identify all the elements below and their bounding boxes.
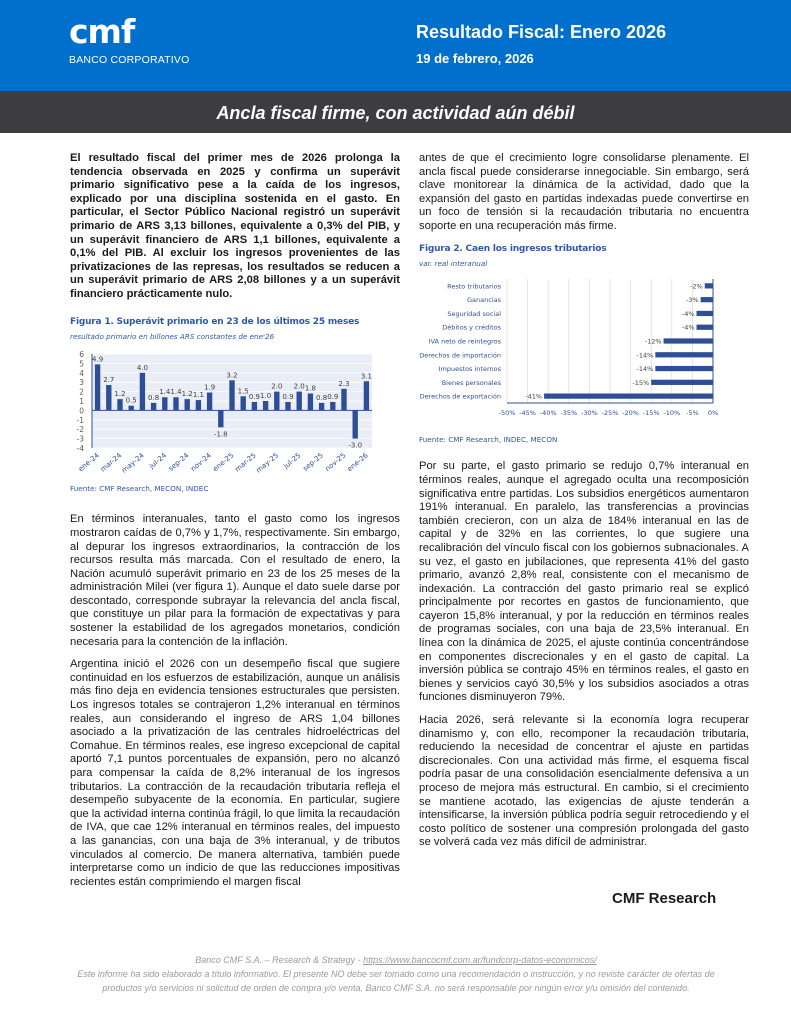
svg-text:1.2: 1.2 (181, 389, 193, 398)
svg-text:ene-26: ene-26 (345, 451, 370, 473)
bar (697, 324, 713, 329)
headline-banner: Ancla fiscal firme, con actividad aún débil (0, 91, 791, 133)
svg-text:Bienes personales: Bienes personales (441, 378, 501, 387)
intro-paragraph: El resultado fiscal del primer mes de 2026 prolonga la tendencia observada en 2025 y confirma un superávit primario significativo pese a la caída de los ingresos, explicado por una disciplina sostenida en el gasto. En particular, el Sector Público Nacional registró un superávit primario de ARS 3,13 billones, equivalente a 0,3% del PIB, y un superávit financiero de ARS 1,1 billones, equivalente a 0,1% del PIB. Al excluir los ingresos provenientes de las privatizaciones de las represas, los resultados se reducen a un superávit primario de ARS 2,08 billones y a un superávit financiero prácticamente nulo. (70, 152, 400, 300)
svg-text:-40%: -40% (539, 408, 557, 417)
svg-text:1.9: 1.9 (204, 383, 216, 392)
svg-text:IVA neto de reintegros: IVA neto de reintegros (428, 337, 501, 346)
svg-text:-2%: -2% (690, 282, 703, 291)
footer-link[interactable]: https://www.bancocmf.com.ar/fundcorp-datos-economicos/ (363, 955, 597, 965)
figure-2-subtitle: var. real interanual (419, 259, 488, 269)
svg-text:3.1: 3.1 (360, 371, 372, 380)
svg-text:-30%: -30% (581, 408, 598, 417)
svg-text:-3%: -3% (685, 295, 699, 304)
svg-text:-50%: -50% (498, 408, 516, 417)
svg-text:0.9: 0.9 (248, 392, 260, 401)
svg-text:sep-24: sep-24 (167, 451, 191, 473)
bar (364, 381, 369, 410)
svg-text:0%: 0% (707, 408, 719, 417)
logo-subtitle: BANCO CORPORATIVO (69, 54, 190, 66)
bar (185, 399, 190, 410)
bar (263, 401, 268, 410)
figure-2-title: Figura 2. Caen los ingresos tributarios (419, 243, 607, 254)
svg-text:4.9: 4.9 (92, 355, 104, 364)
svg-text:nov-25: nov-25 (323, 451, 348, 473)
cmf-logo (69, 12, 190, 66)
right-paragraph-1: antes de que el crecimiento logre consolidarse plenamente. El ancla fiscal puede considerarse innegociable. Sin embargo, será clave monitorear la dinámica de la actividad, dado que la expansión del gasto en partidas indexadas puede convertirse en un foco de tensión si la recaudación tributaria no encuentra soporte en una recuperación más firme. (419, 152, 749, 232)
figure-1-title: Figura 1. Superávit primario en 23 de los últimos 25 meses (70, 316, 360, 327)
svg-text:-41%: -41% (525, 392, 543, 401)
bar (651, 379, 713, 384)
bar (655, 352, 713, 357)
svg-text:jul-25: jul-25 (282, 451, 303, 470)
svg-text:1.4: 1.4 (170, 387, 182, 396)
svg-text:2: 2 (79, 387, 84, 397)
svg-text:1.0: 1.0 (260, 391, 272, 400)
svg-text:0.8: 0.8 (316, 393, 328, 402)
svg-text:Seguridad social: Seguridad social (447, 309, 501, 318)
svg-text:-14%: -14% (636, 364, 654, 373)
figure-1-source: Fuente: CMF Research, MECON, INDEC (70, 483, 209, 493)
svg-text:1.2: 1.2 (114, 389, 126, 398)
signature: CMF Research (612, 890, 717, 907)
svg-text:-15%: -15% (642, 408, 660, 417)
bar (151, 403, 156, 411)
right-paragraph-2: Por su parte, el gasto primario se redujo 0,7% interanual en términos reales, aunque el agregado oculta una recomposición significativa entre partidas. Los subsidios energéticos aumentaron 191% interanual. En paralelo, las transferencias a provincias también crecieron, con un alza de 184% interanual en las de capital y de 32% en las corrientes, lo que sugiere una recalibración del vínculo fiscal con los gobiernos subnacionales. A su vez, el gasto en jubilaciones, que representa 41% del gasto primario, avanzó 2,8% real, consistente con el mecanismo de indexación. La contracción del gasto primario real se explicó principalmente por recortes en gastos de funcionamiento, que cayeron 15,8% interanual, y por la reducción en términos reales de programas sociales, con una baja de 23,5% interanual. En línea con la dinámica de 2025, el ajuste continúa concentrándose en componentes discrecionales y en el gasto de capital. La inversión pública se contrajo 45% en términos reales, el gasto en bienes y servicios cayó 30,5% y los subsidios asociados a otras funciones disminuyeron 79%. (419, 460, 749, 704)
svg-text:ene-24: ene-24 (76, 451, 101, 473)
svg-text:0.9: 0.9 (327, 392, 339, 401)
svg-text:-10%: -10% (663, 408, 681, 417)
bar (229, 380, 234, 410)
svg-text:0.9: 0.9 (282, 392, 294, 401)
svg-text:1: 1 (79, 396, 84, 406)
figure-2-chart (419, 277, 739, 429)
bar (140, 373, 145, 411)
footer (70, 953, 722, 995)
svg-text:-12%: -12% (644, 337, 662, 346)
svg-text:2.7: 2.7 (103, 375, 115, 384)
svg-text:0.5: 0.5 (125, 396, 137, 405)
bar (241, 396, 246, 410)
figure-2 (419, 243, 749, 447)
logo-wordmark: cmf (69, 12, 135, 51)
svg-text:6: 6 (79, 349, 84, 359)
svg-text:Derechos de importación: Derechos de importación (419, 351, 501, 360)
svg-text:nov-24: nov-24 (189, 451, 213, 473)
svg-text:-35%: -35% (560, 408, 578, 417)
bar (697, 311, 713, 316)
report-date: 19 de febrero, 2026 (416, 51, 534, 66)
svg-text:1.8: 1.8 (304, 384, 316, 393)
bar (95, 364, 100, 410)
svg-text:2.0: 2.0 (271, 382, 283, 391)
bar (319, 403, 324, 411)
bar (544, 393, 713, 398)
svg-text:2.0: 2.0 (293, 382, 305, 391)
bar (274, 391, 279, 410)
bar (173, 397, 178, 410)
svg-text:jul-24: jul-24 (147, 451, 169, 470)
bar (705, 283, 713, 288)
svg-text:0.8: 0.8 (148, 393, 160, 402)
bar (162, 397, 167, 410)
svg-text:Resto tributarios: Resto tributarios (447, 282, 501, 291)
svg-text:4: 4 (79, 368, 84, 378)
right-paragraph-3: Hacia 2026, será relevante si la economía logra recuperar dinamismo y, con ello, recomponer la recaudación tributaria, reduciendo la necesidad de concentrar el ajuste en partidas discrecionales. Con una actividad más firme, el esquema fiscal podría pasar de una consolidación esencialmente defensiva a un proceso de mejora más estructural. En cambio, si el crecimiento se mantiene acotado, las exigencias de ajuste tenderán a intensificarse, la inversión pública podría seguir retrocediendo y el costo político de sostener una compresión prolongada del gasto se volverá cada vez más difícil de administrar. (419, 714, 749, 849)
svg-text:0: 0 (79, 406, 84, 416)
svg-text:-5%: -5% (686, 408, 699, 417)
svg-text:5: 5 (79, 359, 84, 369)
bar (117, 399, 122, 410)
paragraph-2: En términos interanuales, tanto el gasto como los ingresos mostraron caídas de 0,7% y 1,7%, respectivamente. Sin embargo, al depurar los ingresos extraordinarios, la contracción de los recursos resulta más marcada. Con el resultado de enero, la Nación acumuló superávit primario en 23 de los 25 meses de la administración Milei (ver figura 1). Aunque el dato suele darse por descontado, corresponde subrayar la relevancia del ancla fiscal, que constituye un pilar para la formación de expectativas y para sostener la estabilidad de los agregados monetarios, condición necesaria para la contención de la inflación. (70, 513, 400, 648)
svg-text:Impuestos internos: Impuestos internos (438, 364, 501, 373)
svg-text:-3.0: -3.0 (348, 441, 363, 450)
svg-text:3.2: 3.2 (226, 371, 238, 380)
svg-text:Ganancias: Ganancias (467, 295, 501, 304)
bar (655, 366, 713, 371)
svg-text:may-25: may-25 (254, 451, 281, 475)
svg-text:1.1: 1.1 (192, 390, 204, 399)
bar (106, 385, 111, 410)
svg-text:1.4: 1.4 (159, 387, 171, 396)
svg-text:1.5: 1.5 (237, 387, 249, 396)
bar (252, 402, 257, 410)
bar (664, 338, 713, 343)
svg-text:-2: -2 (76, 424, 84, 434)
bar (297, 391, 302, 410)
svg-text:2.3: 2.3 (338, 379, 350, 388)
figure-1-chart (70, 350, 382, 480)
primary-surplus-bar-chart (70, 350, 382, 480)
svg-text:-4%: -4% (681, 323, 695, 332)
bar (129, 405, 134, 410)
bar (308, 393, 313, 410)
svg-text:-15%: -15% (632, 378, 650, 387)
footer-prefix: Banco CMF S.A. – Research & Strategy - (195, 955, 364, 965)
bar (353, 410, 358, 438)
svg-text:mar-25: mar-25 (233, 451, 258, 474)
bar (701, 297, 713, 302)
svg-text:-45%: -45% (519, 408, 536, 417)
svg-text:3: 3 (79, 377, 84, 387)
tax-revenue-bar-chart (419, 277, 739, 429)
left-column (70, 152, 400, 898)
svg-text:-25%: -25% (601, 408, 619, 417)
right-column (419, 152, 749, 859)
report-title: Resultado Fiscal: Enero 2026 (416, 22, 667, 42)
svg-text:Derechos de exportación: Derechos de exportación (419, 392, 501, 401)
figure-2-source: Fuente: CMF Research, INDEC, MECON (419, 434, 558, 444)
svg-text:-20%: -20% (622, 408, 639, 417)
svg-text:may-24: may-24 (120, 451, 146, 475)
svg-text:sep-25: sep-25 (301, 451, 325, 473)
svg-text:-1: -1 (76, 415, 84, 425)
bar (196, 400, 201, 410)
bar (330, 402, 335, 410)
paragraph-3: Argentina inició el 2026 con un desempeño fiscal que sugiere continuidad en los esfuerzos de estabilización, aunque un análisis más fino deja en evidencia tensiones estructurales que persisten. Los ingresos totales se contrajeron 1,2% interanual en términos reales, aun considerando el ingreso de ARS 1,04 billones asociado a la privatización de las centrales hidroeléctricas del Comahue. En términos reales, ese ingreso excepcional de capital aportó 7,1 puntos porcentuales de expansión, pero no alcanzó para compensar la caída de 8,2% interanual de los ingresos tributarios. La contracción de la recaudación tributaria refleja el desempeño subyacente de la economía. En particular, sugiere que la actividad interna continúa frágil, lo que limita la recaudación de IVA, que cae 12% interanual en términos reales, del impuesto a las ganancias, con una baja de 3% interanual, y de tributos vinculados al comercio. De manera alternativa, también puede interpretarse como un indicio de que las reducciones impositivas recientes están comprimiendo el margen fiscal (70, 658, 400, 888)
bar (341, 388, 346, 410)
footer-line-1 (70, 953, 722, 967)
svg-text:-14%: -14% (636, 351, 654, 360)
bar (285, 402, 290, 410)
figure-1-subtitle: resultado primario en billones ARS constantes de ene'26 (70, 332, 275, 342)
svg-text:4.0: 4.0 (136, 363, 148, 372)
svg-text:-4%: -4% (681, 309, 695, 318)
svg-text:-1.8: -1.8 (213, 430, 228, 439)
figure-1 (70, 316, 400, 496)
footer-disclaimer: Este informe ha sido elaborado a título informativo. El presente NO debe ser tomado como una recomendación o instrucción, y no reviste carácter de ofertas de productos y/o servicios ni solicitud de orden de compra y/o venta. Banco CMF S.A. no será responsable por ningún error y/u omisión del contenido. (77, 969, 715, 993)
svg-text:-4: -4 (76, 443, 84, 453)
svg-text:-3: -3 (76, 434, 84, 444)
svg-text:Débitos y créditos: Débitos y créditos (442, 323, 501, 332)
report-header (0, 0, 791, 91)
bar (218, 410, 223, 427)
svg-text:ene-25: ene-25 (211, 451, 236, 473)
svg-text:mar-24: mar-24 (99, 451, 124, 474)
bar (207, 392, 212, 410)
